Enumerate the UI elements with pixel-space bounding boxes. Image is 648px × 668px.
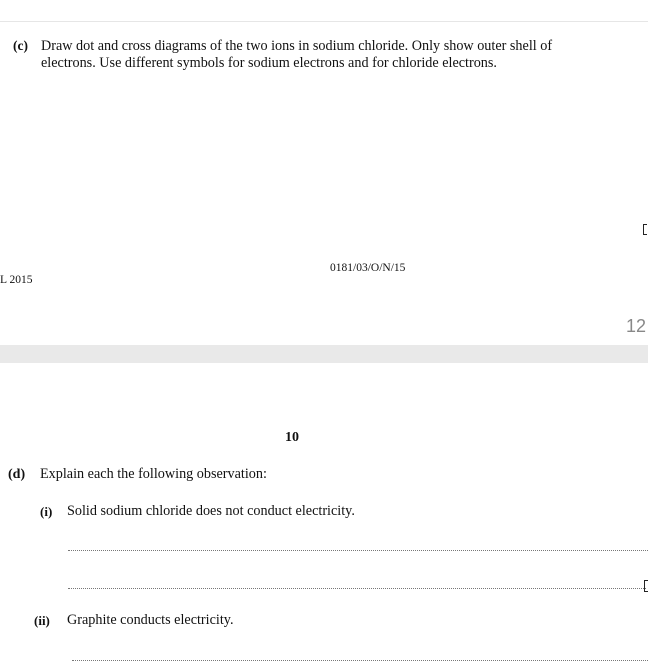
question-d-ii-text: Graphite conducts electricity. xyxy=(67,612,234,628)
paper-code: 0181/03/O/N/15 xyxy=(330,262,406,274)
answer-line[interactable] xyxy=(68,588,646,589)
page-edge-divider xyxy=(0,21,648,22)
question-c-text-line2: electrons. Use different symbols for sodium electrons and for chloride electrons. xyxy=(41,55,497,71)
page-number: 10 xyxy=(285,430,299,445)
question-d-text: Explain each the following observation: xyxy=(40,466,267,482)
answer-line[interactable] xyxy=(72,660,648,661)
page-number-indicator: 12 xyxy=(626,316,647,336)
marks-bracket xyxy=(643,224,647,235)
marks-bracket xyxy=(644,580,648,592)
page-separator xyxy=(0,345,648,363)
question-d-i-text: Solid sodium chloride does not conduct electricity. xyxy=(67,503,355,519)
answer-line[interactable] xyxy=(68,550,648,551)
question-d-ii-label: (ii) xyxy=(34,613,50,628)
question-d-label: (d) xyxy=(8,467,26,482)
footer-year: L 2015 xyxy=(0,274,33,286)
question-c-text-line1: Draw dot and cross diagrams of the two ions in sodium chloride. Only show outer shell of xyxy=(41,38,553,54)
question-c-label: (c) xyxy=(13,38,28,53)
question-d-i-label: (i) xyxy=(40,504,53,519)
